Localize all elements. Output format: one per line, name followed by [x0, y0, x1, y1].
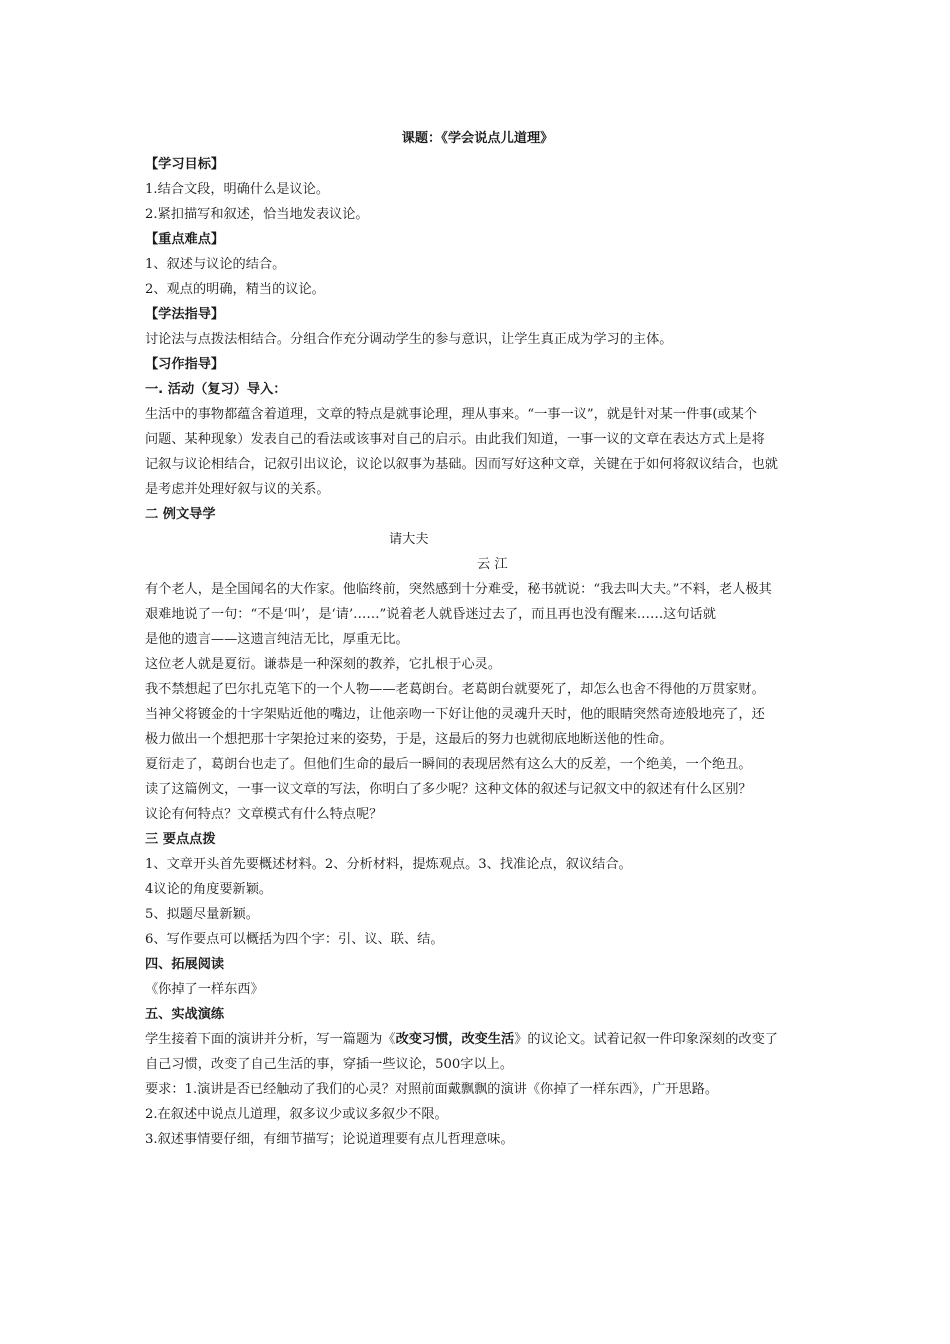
practice-topic: 改变习惯，改变生活: [395, 1032, 515, 1047]
practice-line: [145, 1027, 810, 1052]
goals-heading: 【学习目标】: [145, 157, 225, 172]
section-1-line: 是考虑并处理好叙与议的关系。: [145, 482, 330, 497]
tip-item: 4议论的角度要新颖。: [145, 882, 273, 897]
key-point-item: 2、观点的明确，精当的议论。: [145, 282, 325, 297]
document-page: [145, 126, 810, 1152]
tip-item: 6、写作要点可以概括为四个字：引、议、联、结。: [145, 932, 444, 947]
extended-reading-title: 《你掉了一样东西》: [145, 982, 264, 997]
essay-line: 当神父将镀金的十字架贴近他的嘴边，让他亲吻一下好让他的灵魂升天时，他的眼睛突然奇迹般地亮了，还: [145, 707, 765, 722]
essay-line: 极力做出一个想把那十字架抢过来的姿势，于是，这最后的努力也就彻底地断送他的性命。: [145, 732, 673, 747]
requirement-item: 要求：1.演讲是否已经触动了我们的心灵？对照前面戴飘飘的演讲《你掉了一样东西》，广开思路。: [145, 1082, 719, 1097]
essay-line: 议论有何特点？文章模式有什么特点呢？: [145, 807, 383, 822]
method-heading: 【学法指导】: [145, 307, 225, 322]
practice-text: 》的议论文。试着记叙一件印象深刻的改变了: [514, 1032, 778, 1047]
essay-line: 夏衍走了，葛朗台也走了。但他们生命的最后一瞬间的表现居然有这么大的反差，一个绝美，一个绝丑。: [145, 757, 752, 772]
section-2-heading: 二 例文导学: [145, 507, 216, 522]
section-4-heading: 四、拓展阅读: [145, 957, 225, 972]
practice-text: 学生接着下面的演讲并分析，写一篇题为《: [145, 1032, 396, 1047]
goal-item: 1.结合文段，明确什么是议论。: [145, 182, 330, 197]
key-points-heading: 【重点难点】: [145, 232, 225, 247]
practice-line: 自己习惯，改变了自己生活的事，穿插一些议论，500字以上。: [145, 1057, 514, 1072]
tip-item: 1、文章开头首先要概述材料。2、分析材料，提炼观点。3、找准论点，叙议结合。: [145, 857, 632, 872]
tip-item: 5、拟题尽量新颖。: [145, 907, 259, 922]
section-1-line: 记叙与议论相结合，记叙引出议论，议论以叙事为基础。因而写好这种文章，关键在于如何将叙议结合，也就: [145, 457, 778, 472]
section-1-line: 问题、某种现象）发表自己的看法或该事对自己的启示。由此我们知道，一事一议的文章在表达方式上是将: [145, 432, 765, 447]
essay-title: 请大夫: [389, 532, 429, 547]
section-1-heading: 一. 活动（复习）导入：: [145, 382, 287, 397]
essay-line: 有个老人，是全国闻名的大作家。他临终前，突然感到十分难受，秘书就说：“我去叫大夫。”不料，老人极其: [145, 582, 772, 597]
key-point-item: 1、叙述与议论的结合。: [145, 257, 286, 272]
goal-item: 2.紧扣描写和叙述，恰当地发表议论。: [145, 207, 369, 222]
writing-heading: 【习作指导】: [145, 357, 225, 372]
essay-line: 是他的遗言——这遗言纯洁无比，厚重无比。: [145, 632, 409, 647]
essay-line: 我不禁想起了巴尔扎克笔下的一个人物——老葛朗台。老葛朗台就要死了，却怎么也舍不得他的万贯家财。: [145, 682, 765, 697]
section-1-line: 生活中的事物都蕴含着道理，文章的特点是就事论理，理从事来。“一事一议”，就是针对某一件事(或某个: [145, 407, 758, 422]
section-5-heading: 五、实战演练: [145, 1007, 225, 1022]
essay-line: 读了这篇例文，一事一议文章的写法，你明白了多少呢？这种文体的叙述与记叙文中的叙述有什么区别？: [145, 782, 752, 797]
requirement-item: 2.在叙述中说点儿道理，叙多议少或议多叙少不限。: [145, 1107, 448, 1122]
method-text: 讨论法与点拨法相结合。分组合作充分调动学生的参与意识，让学生真正成为学习的主体。: [145, 332, 673, 347]
essay-author: 云 江: [477, 557, 508, 572]
section-3-heading: 三 要点点拨: [145, 832, 216, 847]
document-title: 课题：《学会说点儿道理》: [401, 131, 554, 146]
essay-line: 这位老人就是夏衍。谦恭是一种深刻的教养，它扎根于心灵。: [145, 657, 502, 672]
requirement-item: 3.叙述事情要仔细，有细节描写；论说道理要有点儿哲理意味。: [145, 1132, 514, 1147]
essay-line: 艰难地说了一句：“不是‘叫’，是‘请’……”说着老人就昏迷过去了，而且再也没有醒来……这句话就: [145, 607, 716, 622]
